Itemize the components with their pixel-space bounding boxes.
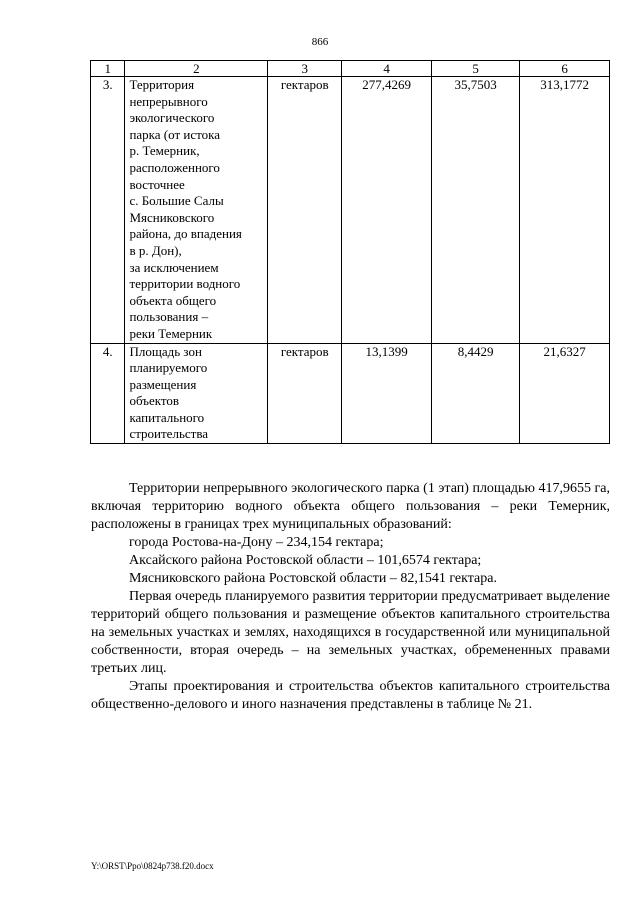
list-item: города Ростова-на-Дону – 234,154 гектара; (129, 535, 384, 550)
row-name-line: строительства (129, 426, 209, 442)
table-header-row (91, 61, 610, 77)
data-table (90, 60, 610, 444)
header-cell: 6 (520, 61, 610, 77)
header-cell: 4 (342, 61, 432, 77)
header-cell: 1 (91, 61, 125, 77)
row-name-line: Площадь зон (129, 343, 202, 359)
row-name-line: за исключением (129, 259, 219, 275)
row-unit: гектаров (268, 77, 342, 344)
row-name-line: объекта общего (129, 292, 217, 308)
row-name-line: капитального (129, 409, 205, 425)
header-cell: 5 (431, 61, 519, 77)
row-value-col6: 21,6327 (520, 343, 610, 444)
row-unit: гектаров (268, 343, 342, 444)
row-name-line: восточнее (129, 176, 185, 192)
header-cell: 2 (125, 61, 268, 77)
footer-file-path: Y:\ORST\Ppo\0824p738.f20.docx (91, 861, 214, 871)
table-row (91, 343, 610, 444)
row-name-line: в р. Дон), (129, 242, 182, 258)
table-row (91, 77, 610, 344)
page-number: 866 (311, 36, 329, 48)
row-name (125, 77, 268, 344)
row-name-line: парка (от истока (129, 126, 221, 142)
row-name (125, 343, 268, 444)
list-item: Мясниковского района Ростовской области – 82,1541 гектара. (129, 571, 497, 586)
row-value-col5: 35,7503 (431, 77, 519, 344)
row-name-line: территории водного (129, 276, 241, 292)
row-name-line: Территория (129, 77, 195, 92)
row-name-line: р. Темерник, (129, 143, 200, 159)
row-name-line: планируемого (129, 360, 208, 376)
row-value-col6: 313,1772 (520, 77, 610, 344)
paragraph: Первая очередь планируемого развития территории предусматривает выделение территорий общего пользования и размещение объектов капитального строительства на земельных участках и землях, находящихся в государственной или муниципальной собственности, вторая очередь – на земельных участках, обремененных правами третьих лиц. (91, 589, 610, 676)
row-value-col4: 277,4269 (342, 77, 432, 344)
paragraph: Этапы проектирования и строительства объектов капитального строительства общественно-делового и иного назначения представлены в таблице № 21. (91, 679, 610, 712)
row-name-line: расположенного (129, 159, 220, 175)
paragraph: Территории непрерывного экологического парка (1 этап) площадью 417,9655 га, включая территорию водного объекта общего пользования – реки Темерник, расположены в границах трех муниципальных образований: (91, 481, 610, 532)
body-text (91, 480, 610, 714)
row-name-line: района, до впадения (129, 226, 242, 242)
header-cell: 3 (268, 61, 342, 77)
row-name-line: пользования – (129, 309, 209, 325)
row-number: 3. (91, 77, 125, 344)
row-value-col4: 13,1399 (342, 343, 432, 444)
row-number: 4. (91, 343, 125, 444)
row-name-line: объектов (129, 393, 180, 409)
row-name-line: размещения (129, 376, 197, 392)
row-name-line: Мясниковского (129, 209, 215, 225)
list-item: Аксайского района Ростовской области – 101,6574 гектара; (129, 553, 482, 568)
row-name-line: с. Большие Салы (129, 193, 224, 209)
row-value-col5: 8,4429 (431, 343, 519, 444)
row-name-line: непрерывного (129, 93, 208, 109)
row-name-line: реки Темерник (129, 325, 213, 341)
row-name-line: экологического (129, 110, 215, 126)
